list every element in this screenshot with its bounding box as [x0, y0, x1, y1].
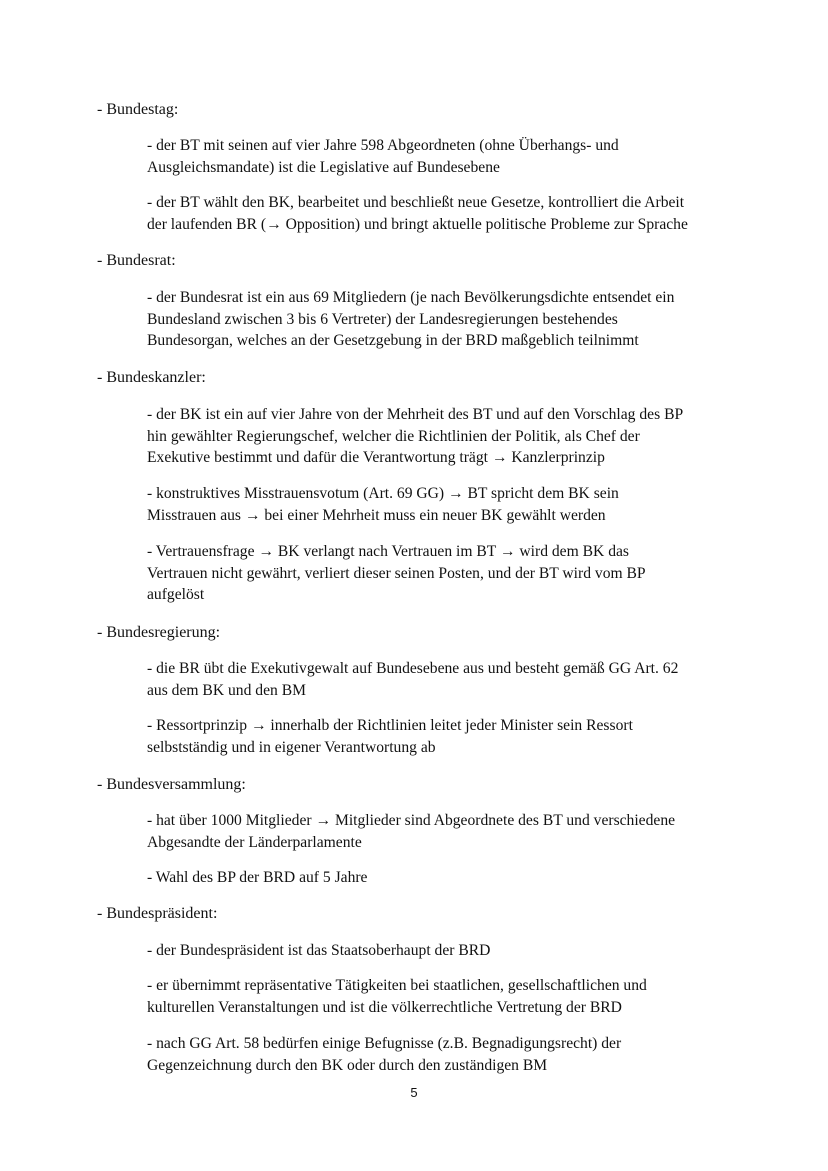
section-heading-bundespraesident: - Bundespräsident: [97, 905, 218, 922]
paragraph-bundesversammlung-2: - Wahl des BP der BRD auf 5 Jahre [147, 869, 368, 886]
section-heading-bundeskanzler: - Bundeskanzler: [97, 369, 206, 386]
paragraph-bundestag-1: - der BT mit seinen auf vier Jahre 598 Abgeordneten (ohne Überhangs- und Ausgleichsmandate) ist die Legislative auf Bundesebene [147, 137, 619, 176]
paragraph-bundesregierung-1: - die BR übt die Exekutivgewalt auf Bundesebene aus und besteht gemäß GG Art. 62 aus dem BK und den BM [147, 660, 679, 699]
section-heading-bundesversammlung: - Bundesversammlung: [97, 776, 246, 793]
paragraph-bundeskanzler-2: - konstruktives Misstrauensvotum (Art. 69 GG) → BT spricht dem BK sein Misstrauen aus → bei einer Mehrheit muss ein neuer BK gewählt werden [147, 485, 619, 524]
section-heading-bundesrat: - Bundesrat: [97, 252, 176, 269]
paragraph-bundesversammlung-1: - hat über 1000 Mitglieder → Mitglieder sind Abgeordnete des BT und verschiedene Abgesandte der Länderparlamente [147, 812, 676, 851]
section-heading-bundesregierung: - Bundesregierung: [97, 624, 221, 641]
paragraph-bundespraesident-2: - er übernimmt repräsentative Tätigkeiten bei staatlichen, gesellschaftlichen und kulturellen Veranstaltungen und ist die völkerrechtliche Vertretung der BRD [147, 977, 647, 1016]
paragraph-bundestag-2: - der BT wählt den BK, bearbeitet und beschließt neue Gesetze, kontrolliert die Arbeit der laufenden BR (→ Opposition) und bringt aktuelle politische Probleme zur Sprache [147, 194, 688, 233]
paragraph-bundesregierung-2: - Ressortprinzip → innerhalb der Richtlinien leitet jeder Minister sein Ressort selbstständig und in eigener Verantwortung ab [147, 717, 633, 756]
paragraph-bundespraesident-3: - nach GG Art. 58 bedürfen einige Befugnisse (z.B. Begnadigungsrecht) der Gegenzeichnung durch den BK oder durch den zuständigen BM [147, 1035, 622, 1074]
paragraph-bundespraesident-1: - der Bundespräsident ist das Staatsoberhaupt der BRD [147, 942, 491, 959]
page-number: 5 [410, 1085, 418, 1100]
paragraph-bundeskanzler-3: - Vertrauensfrage → BK verlangt nach Vertrauen im BT → wird dem BK das Vertrauen nicht gewährt, verliert dieser seinen Posten, und der BT wird vom BP aufgelöst [147, 543, 646, 603]
paragraph-bundeskanzler-1: - der BK ist ein auf vier Jahre von der Mehrheit des BT und auf den Vorschlag des BP hin gewählter Regierungschef, welcher die Richtlinien der Politik, als Chef der Exekutive bestimmt und dafür die Verantwortung trägt → Kanzlerprinzip [147, 406, 684, 466]
section-heading-bundestag: - Bundestag: [97, 101, 179, 118]
paragraph-bundesrat-1: - der Bundesrat ist ein aus 69 Mitgliedern (je nach Bevölkerungsdichte entsendet ein Bundesland zwischen 3 bis 6 Vertreter) der Landesregierungen bestehendes Bundesorgan, welches an der Gesetzgebung in der BRD maßgeblich teilnimmt [147, 289, 675, 349]
